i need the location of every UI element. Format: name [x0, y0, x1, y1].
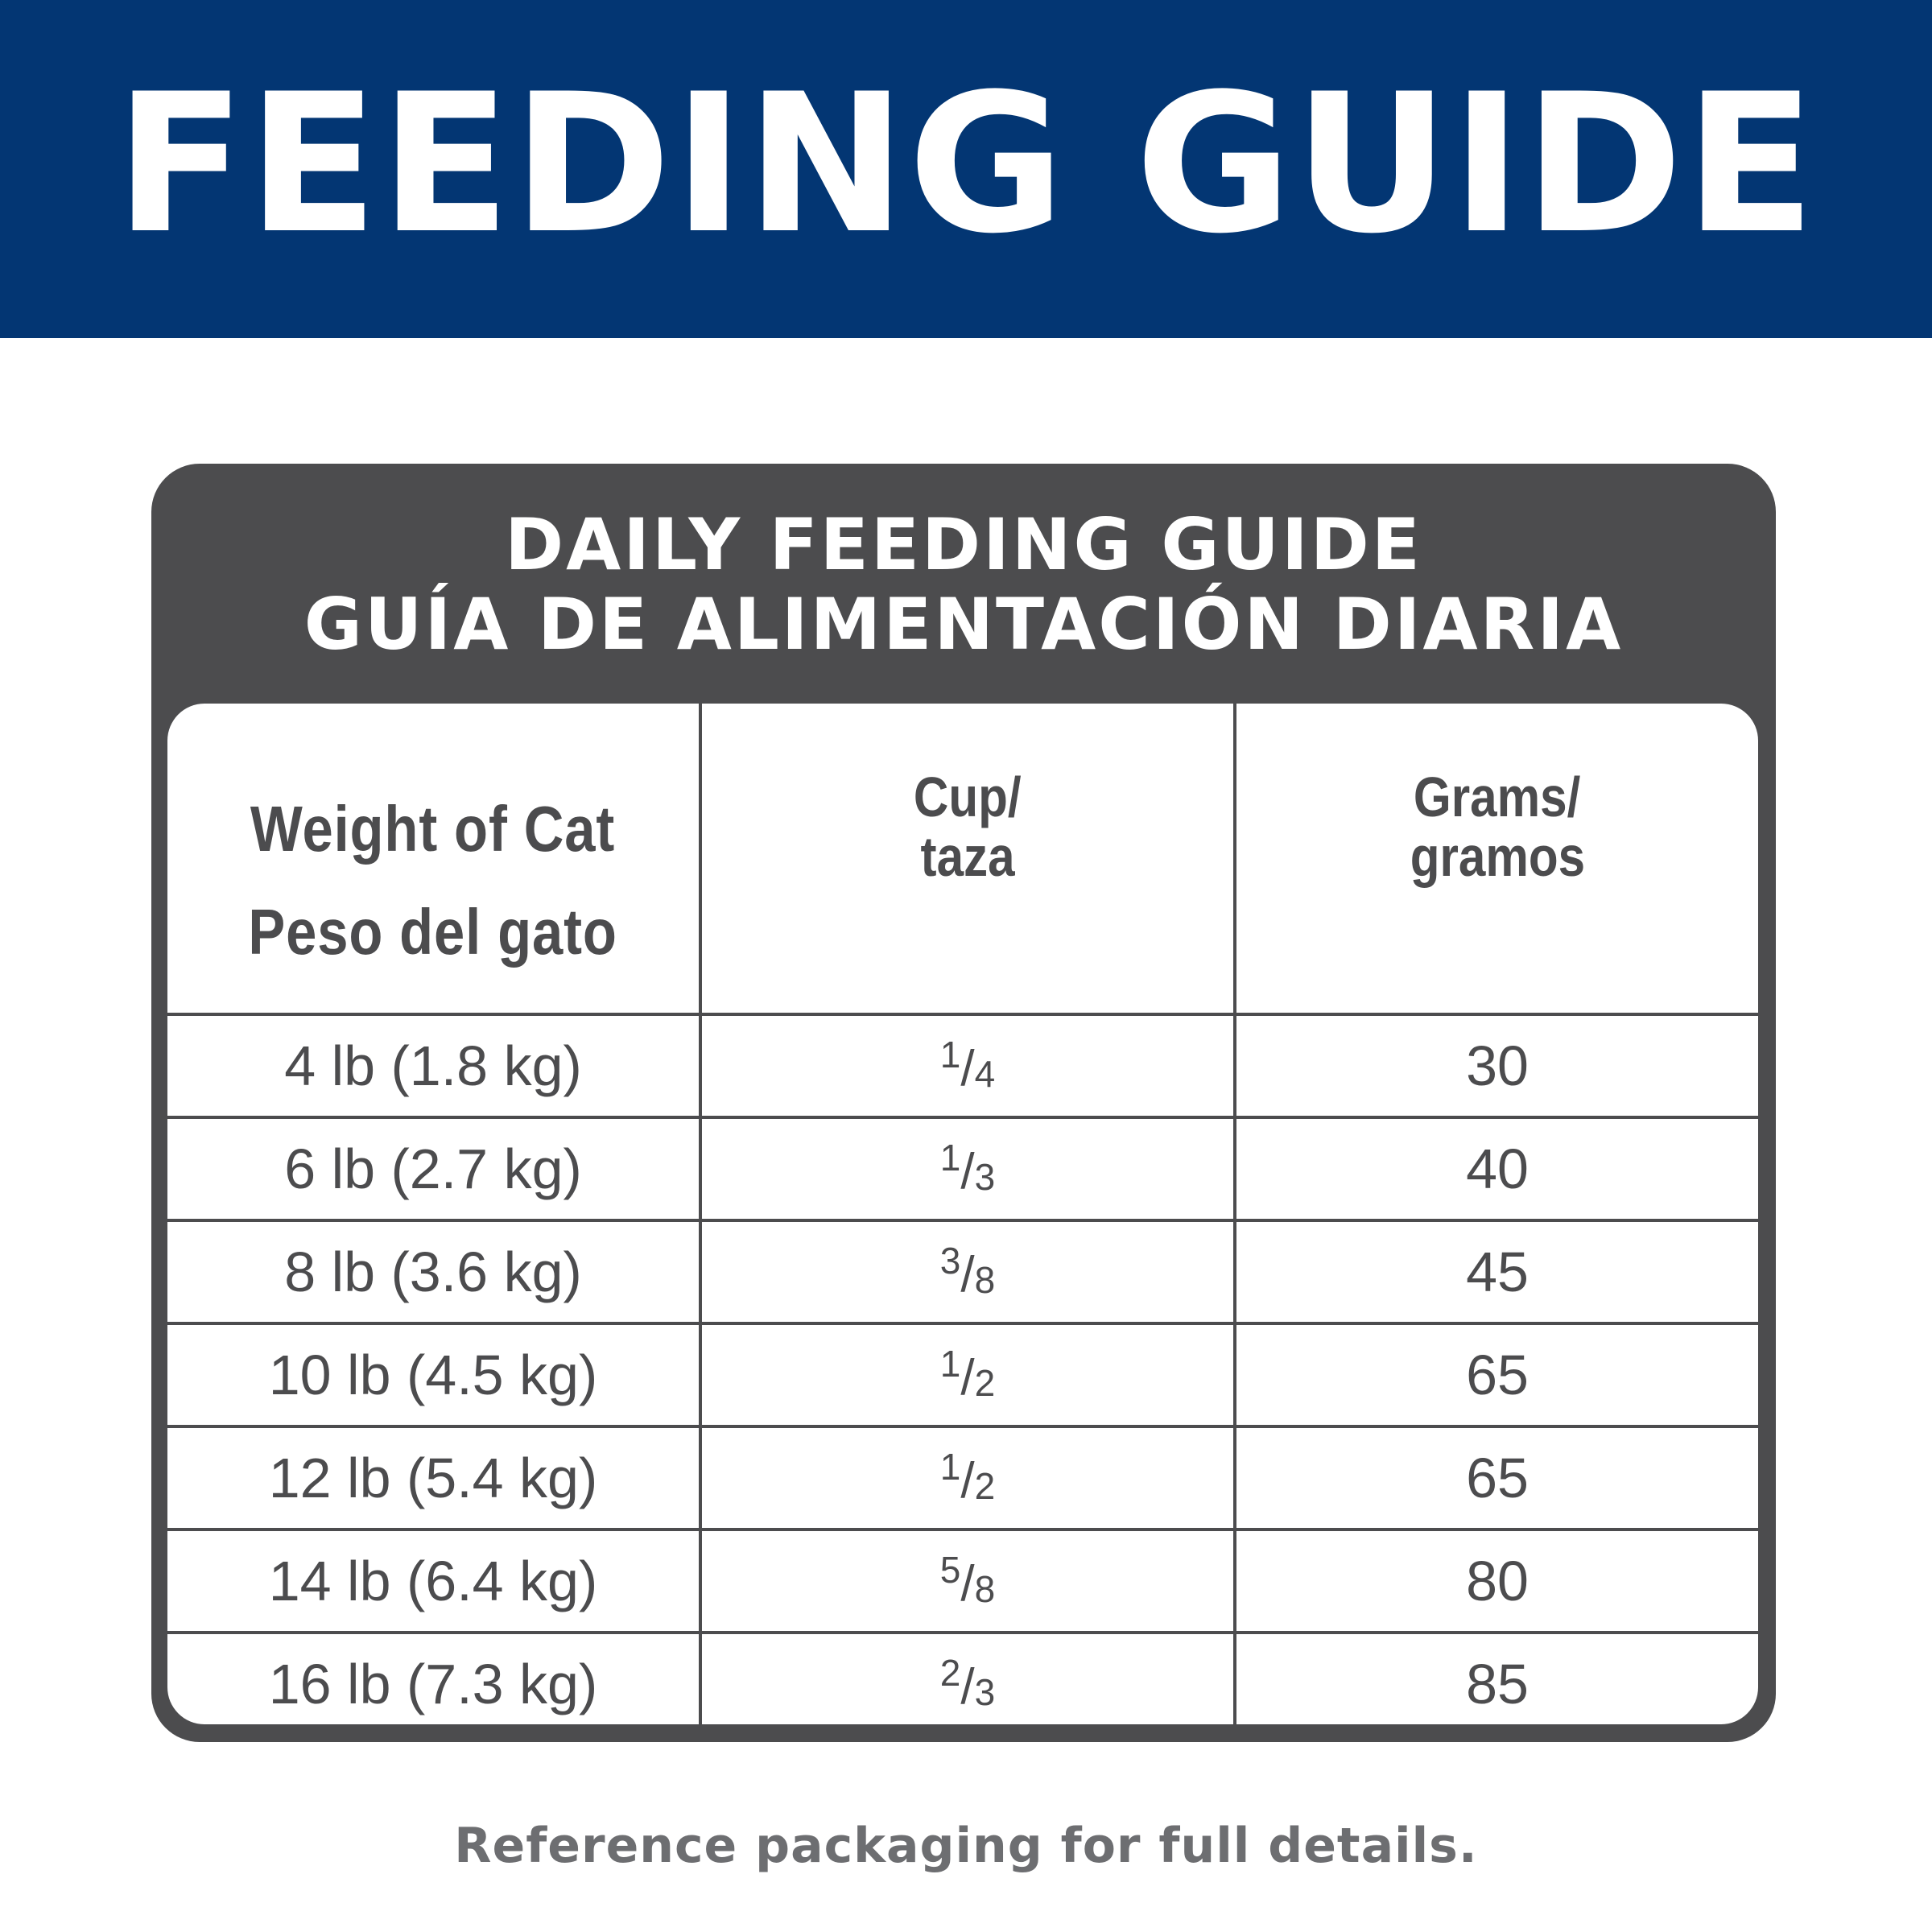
- cup-denominator: 3: [974, 1671, 996, 1713]
- title-banner: [0, 0, 1932, 338]
- cup-numerator: 1: [939, 1034, 961, 1075]
- table-row: [167, 1426, 1758, 1530]
- header-cup-spanish: taza: [920, 824, 1015, 888]
- table-row: [167, 1117, 1758, 1220]
- feeding-table-container: [167, 704, 1758, 1724]
- table-header-row: [167, 704, 1758, 1014]
- cup-cell: $^1/_4$: [700, 1014, 1235, 1117]
- weight-cell: 10 lb (4.5 kg): [167, 1323, 700, 1426]
- header-weight: [167, 704, 700, 1014]
- cup-denominator: 2: [974, 1465, 996, 1507]
- cup-numerator: 2: [939, 1652, 961, 1694]
- grams-cell: 65: [1235, 1323, 1758, 1426]
- cup-denominator: 8: [974, 1568, 996, 1610]
- header-cup: [700, 704, 1235, 1014]
- weight-cell: 14 lb (6.4 kg): [167, 1530, 700, 1633]
- cup-numerator: 3: [939, 1240, 961, 1282]
- cup-cell: $^5/_8$: [700, 1530, 1235, 1633]
- table-row: [167, 1323, 1758, 1426]
- weight-cell: 4 lb (1.8 kg): [167, 1014, 700, 1117]
- feeding-table: [167, 704, 1758, 1724]
- weight-cell: 16 lb (7.3 kg): [167, 1633, 700, 1724]
- header-grams-spanish: gramos: [1410, 824, 1585, 888]
- header-weight-english: Weight of Cat: [250, 793, 616, 865]
- cup-cell: $^1/_2$: [700, 1323, 1235, 1426]
- card-title: [151, 503, 1776, 666]
- cup-numerator: 1: [939, 1137, 961, 1179]
- cup-cell: $^1/_2$: [700, 1426, 1235, 1530]
- card-title-spanish: GUÍA DE ALIMENTACIÓN DIARIA: [303, 582, 1624, 666]
- footnote: Reference packaging for full details.: [454, 1818, 1478, 1874]
- header-cup-english: Cup/: [914, 766, 1022, 828]
- daily-feeding-card: [151, 464, 1776, 1742]
- cup-numerator: 1: [939, 1446, 961, 1488]
- cup-denominator: 3: [974, 1156, 996, 1198]
- cup-cell: $^2/_3$: [700, 1633, 1235, 1724]
- cup-numerator: 1: [939, 1343, 961, 1385]
- cup-denominator: 4: [974, 1053, 996, 1095]
- cup-cell: $^3/_8$: [700, 1220, 1235, 1323]
- grams-cell: 85: [1466, 1653, 1529, 1715]
- weight-cell: 12 lb (5.4 kg): [167, 1426, 700, 1530]
- card-title-english: DAILY FEEDING GUIDE: [505, 503, 1422, 586]
- weight-cell: 6 lb (2.7 kg): [167, 1117, 700, 1220]
- table-row: [167, 1530, 1758, 1633]
- grams-cell: 40: [1235, 1117, 1758, 1220]
- banner-title: FEEDING GUIDE: [114, 53, 1818, 276]
- cup-denominator: 8: [974, 1259, 996, 1301]
- header-weight-spanish: Peso del gato: [248, 896, 618, 968]
- weight-cell: 8 lb (3.6 kg): [167, 1220, 700, 1323]
- grams-cell: 45: [1235, 1220, 1758, 1323]
- table-row: [167, 1633, 1758, 1724]
- grams-cell: 80: [1235, 1530, 1758, 1633]
- table-row: [167, 1014, 1758, 1117]
- cup-denominator: 2: [974, 1362, 996, 1404]
- table-row: [167, 1220, 1758, 1323]
- grams-cell: 65: [1235, 1426, 1758, 1530]
- header-grams-english: Grams/: [1414, 766, 1581, 828]
- cup-cell: $^1/_3$: [700, 1117, 1235, 1220]
- header-grams: [1235, 704, 1758, 1014]
- grams-cell: 30: [1235, 1014, 1758, 1117]
- cup-numerator: 5: [939, 1549, 961, 1591]
